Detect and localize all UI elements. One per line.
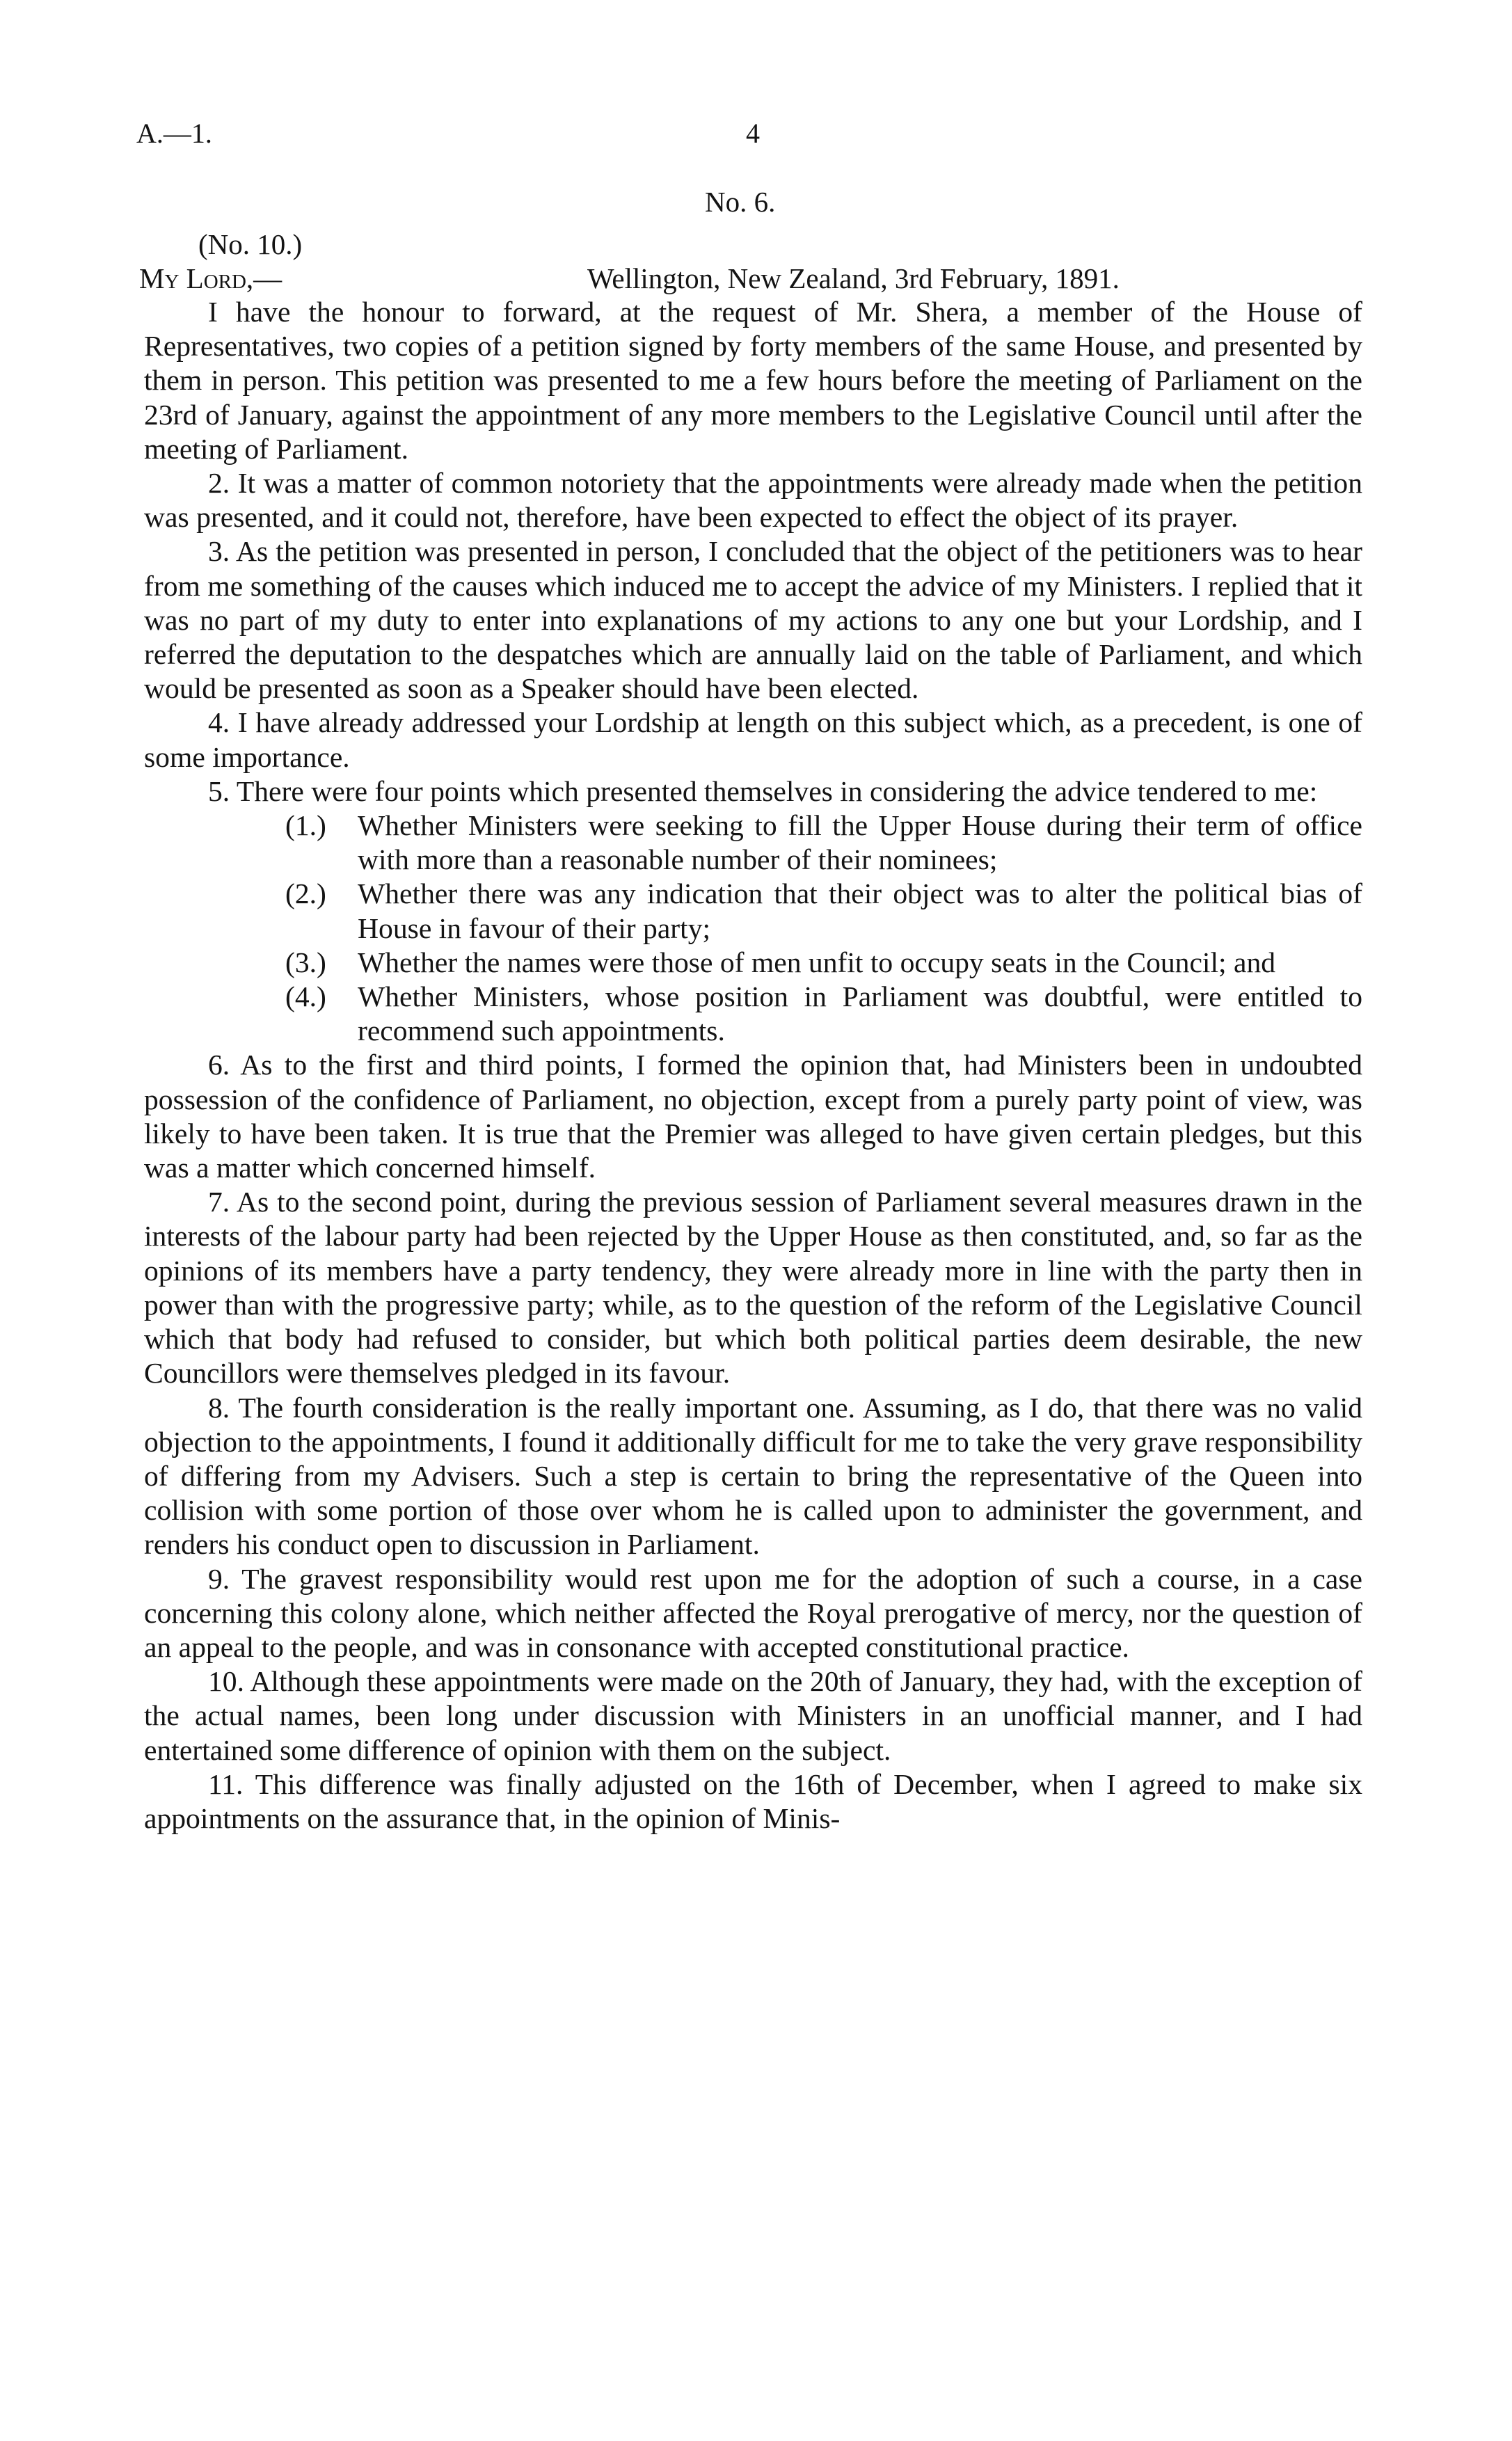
list-item: [285, 877, 1362, 945]
place-and-date: Wellington, New Zealand, 3rd February, 1891.: [587, 262, 1120, 294]
document-number: No. 6.: [705, 186, 776, 218]
paragraph-3: 3. As the petition was presented in person, I concluded that the object of the petitioners was to hear from me something of the causes which induced me to accept the advice of my Ministers. I replied that it was no part of my duty to enter into explanations of my actions to any one but your Lordship, and I referred the deputation to the despatches which are annually laid on the table of Parliament, and which would be presented as soon as a Speaker should have been elected.: [144, 535, 1362, 705]
paragraph-6: 6. As to the first and third points, I formed the opinion that, had Ministers been in undoubted possession of the confidence of Parliament, no objection, except from a purely party point of view, was likely to have been taken. It is true that the Premier was alleged to have given certain pledges, but this was a matter which concerned himself.: [144, 1049, 1362, 1184]
page-number: 4: [746, 118, 760, 149]
list-item: [285, 809, 1362, 877]
list-item-number: (3.): [285, 946, 326, 978]
paragraph-5: 5. There were four points which presented themselves in considering the advice tendered to me:: [208, 774, 1318, 807]
considerations-list: [144, 809, 1362, 1048]
list-item-number: (1.): [285, 809, 326, 842]
list-item-text: Whether there was any indication that their object was to alter the political bias of House in favour of their party;: [358, 877, 1362, 944]
paragraph-2: 2. It was a matter of common notoriety that the appointments were already made when the petition was presented, and it could not, therefore, have been expected to effect the object of its prayer.: [144, 467, 1362, 534]
list-item-number: (4.): [285, 980, 326, 1013]
letter-body: [144, 295, 1362, 1836]
paragraph-8: 8. The fourth consideration is the really important one. Assuming, as I do, that there was no valid objection to the appointments, I found it additionally difficult for me to take the very grave responsibility of differing from my Advisers. Such a step is certain to bring the representative of the Queen into collision with some portion of those over whom he is called upon to administer the government, and renders his conduct open to discussion in Parliament.: [144, 1391, 1362, 1561]
paragraph-1: I have the honour to forward, at the request of Mr. Shera, a member of the House of Representatives, two copies of a petition signed by forty members of the same House, and presented by them in person. This petition was presented to me a few hours before the meeting of Parliament on the 23rd of January, against the appointment of any more members to the Legislative Council until after the meeting of Parliament.: [144, 296, 1362, 465]
list-item-text: Whether Ministers were seeking to fill the Upper House during their term of office with more than a reasonable number of their nominees;: [358, 809, 1362, 876]
paragraph-4: 4. I have already addressed your Lordship at length on this subject which, as a precedent, is one of some importance.: [144, 706, 1362, 773]
salutation: My Lord,—: [139, 262, 282, 294]
paragraph-9: 9. The gravest responsibility would rest upon me for the adoption of such a course, in a case concerning this colony alone, which neither affected the Royal prerogative of mercy, nor the question of an appeal to the people, and was in consonance with accepted constitutional practice.: [144, 1562, 1362, 1663]
list-item-number: (2.): [285, 877, 326, 910]
list-item: [285, 980, 1362, 1048]
paragraph-11: 11. This difference was finally adjusted on the 16th of December, when I agreed to make six appointments on the assurance that, in the opinion of Minis-: [144, 1767, 1362, 1834]
list-item-text: Whether Ministers, whose position in Parliament was doubtful, were entitled to recommend such appointments.: [358, 980, 1362, 1047]
list-item: [285, 946, 1362, 980]
despatch-reference: (No. 10.): [198, 228, 303, 260]
paragraph-7: 7. As to the second point, during the previous session of Parliament several measures drawn in the interests of the labour party had been rejected by the Upper House as then constituted, and, so far as the opinions of its members have a party tendency, they were already more in line with the party then in power than with the progressive party; while, as to the question of the reform of the Legislative Council which that body had refused to consider, but which both political parties deem desirable, the new Councillors were themselves pledged in its favour.: [144, 1186, 1362, 1390]
paper-reference: A.—1.: [136, 118, 212, 149]
paragraph-10: 10. Although these appointments were made on the 20th of January, they had, with the exception of the actual names, been long under discussion with Ministers in an unofficial manner, and I had entertained some difference of opinion with them on the subject.: [144, 1665, 1362, 1766]
list-item-text: Whether the names were those of men unfit to occupy seats in the Council; and: [358, 946, 1276, 978]
